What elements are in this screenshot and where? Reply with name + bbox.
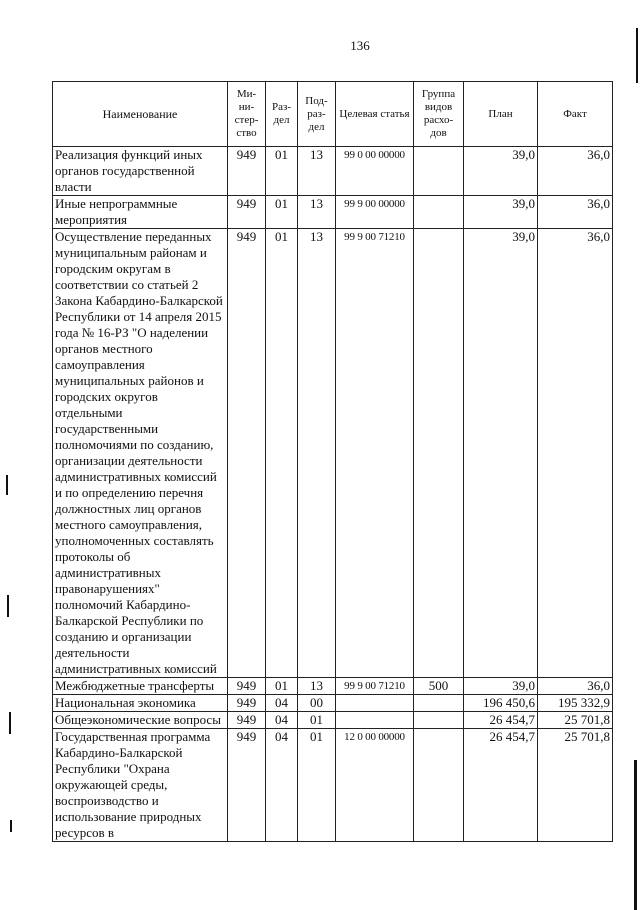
row-name: Общеэкономические вопросы [53, 712, 228, 729]
row-ministry: 949 [228, 729, 266, 842]
row-ministry: 949 [228, 678, 266, 695]
row-plan: 26 454,7 [464, 729, 538, 842]
header-subsection: Под-раз-дел [298, 82, 336, 147]
row-ministry: 949 [228, 712, 266, 729]
table-row [53, 196, 613, 229]
row-expense-group [414, 147, 464, 196]
row-expense-group [414, 196, 464, 229]
header-name: Наименование [53, 82, 228, 147]
scan-edge-mark [9, 712, 11, 734]
row-target: 99 9 00 00000 [336, 196, 414, 229]
row-ministry: 949 [228, 196, 266, 229]
scan-edge-mark [7, 595, 9, 617]
row-fact: 25 701,8 [538, 712, 613, 729]
row-expense-group [414, 695, 464, 712]
row-ministry: 949 [228, 229, 266, 678]
row-plan: 39,0 [464, 229, 538, 678]
row-section: 04 [266, 712, 298, 729]
row-ministry: 949 [228, 147, 266, 196]
row-fact: 25 701,8 [538, 729, 613, 842]
row-fact: 36,0 [538, 678, 613, 695]
row-subsection: 13 [298, 678, 336, 695]
row-section: 04 [266, 695, 298, 712]
row-section: 01 [266, 229, 298, 678]
row-fact: 195 332,9 [538, 695, 613, 712]
scan-edge-mark [636, 28, 638, 83]
row-plan: 39,0 [464, 196, 538, 229]
row-subsection: 13 [298, 196, 336, 229]
row-ministry: 949 [228, 695, 266, 712]
row-fact: 36,0 [538, 229, 613, 678]
table-row [53, 678, 613, 695]
table-row [53, 712, 613, 729]
row-expense-group [414, 729, 464, 842]
row-name: Реализация функций иных органов государственной власти [53, 147, 228, 196]
scan-edge-mark [6, 475, 8, 495]
table-row [53, 695, 613, 712]
table-row [53, 147, 613, 196]
header-ministry: Ми-ни-стер-ство [228, 82, 266, 147]
row-target: 99 9 00 71210 [336, 229, 414, 678]
scan-edge-mark [10, 820, 12, 832]
header-section: Раз-дел [266, 82, 298, 147]
row-plan: 26 454,7 [464, 712, 538, 729]
row-section: 04 [266, 729, 298, 842]
row-target [336, 695, 414, 712]
row-target: 99 0 00 00000 [336, 147, 414, 196]
row-plan: 196 450,6 [464, 695, 538, 712]
row-fact: 36,0 [538, 196, 613, 229]
row-subsection: 01 [298, 712, 336, 729]
row-section: 01 [266, 147, 298, 196]
row-target [336, 712, 414, 729]
row-fact: 36,0 [538, 147, 613, 196]
row-name: Национальная экономика [53, 695, 228, 712]
row-expense-group: 500 [414, 678, 464, 695]
row-target: 12 0 00 00000 [336, 729, 414, 842]
row-expense-group [414, 229, 464, 678]
row-expense-group [414, 712, 464, 729]
table-row [53, 229, 613, 678]
row-subsection: 13 [298, 147, 336, 196]
table-header-row [53, 82, 613, 147]
header-expense-group: Группа видов расхо-дов [414, 82, 464, 147]
row-subsection: 00 [298, 695, 336, 712]
row-target: 99 9 00 71210 [336, 678, 414, 695]
page-number: 136 [350, 38, 370, 53]
row-name: Иные непрограммные мероприятия [53, 196, 228, 229]
row-section: 01 [266, 678, 298, 695]
budget-table [52, 81, 613, 842]
row-name: Государственная программа Кабардино-Балкарской Республики "Охрана окружающей среды, воспроизводство и использование природных ресурсов в [53, 729, 228, 842]
row-plan: 39,0 [464, 678, 538, 695]
header-plan: План [464, 82, 538, 147]
row-section: 01 [266, 196, 298, 229]
row-name: Осуществление переданных муниципальным районам и городским округам в соответствии со статьей 2 Закона Кабардино-Балкарской Республики от 14 апреля 2015 года № 16-РЗ "О наделении органов местного самоуправления муниципальных районов и городских округов отдельными государственными полномочиями по созданию, организации деятельности административных комиссий и по определению перечня должностных лиц органов местного самоуправления, уполномоченных составлять протоколы об административных правонарушениях" полномочий Кабардино-Балкарской Республики по созданию и организации деятельности административных комиссий [53, 229, 228, 678]
row-plan: 39,0 [464, 147, 538, 196]
row-subsection: 13 [298, 229, 336, 678]
table-row [53, 729, 613, 842]
scan-edge-mark [634, 760, 637, 910]
row-subsection: 01 [298, 729, 336, 842]
row-name: Межбюджетные трансферты [53, 678, 228, 695]
header-target: Целевая статья [336, 82, 414, 147]
header-fact: Факт [538, 82, 613, 147]
